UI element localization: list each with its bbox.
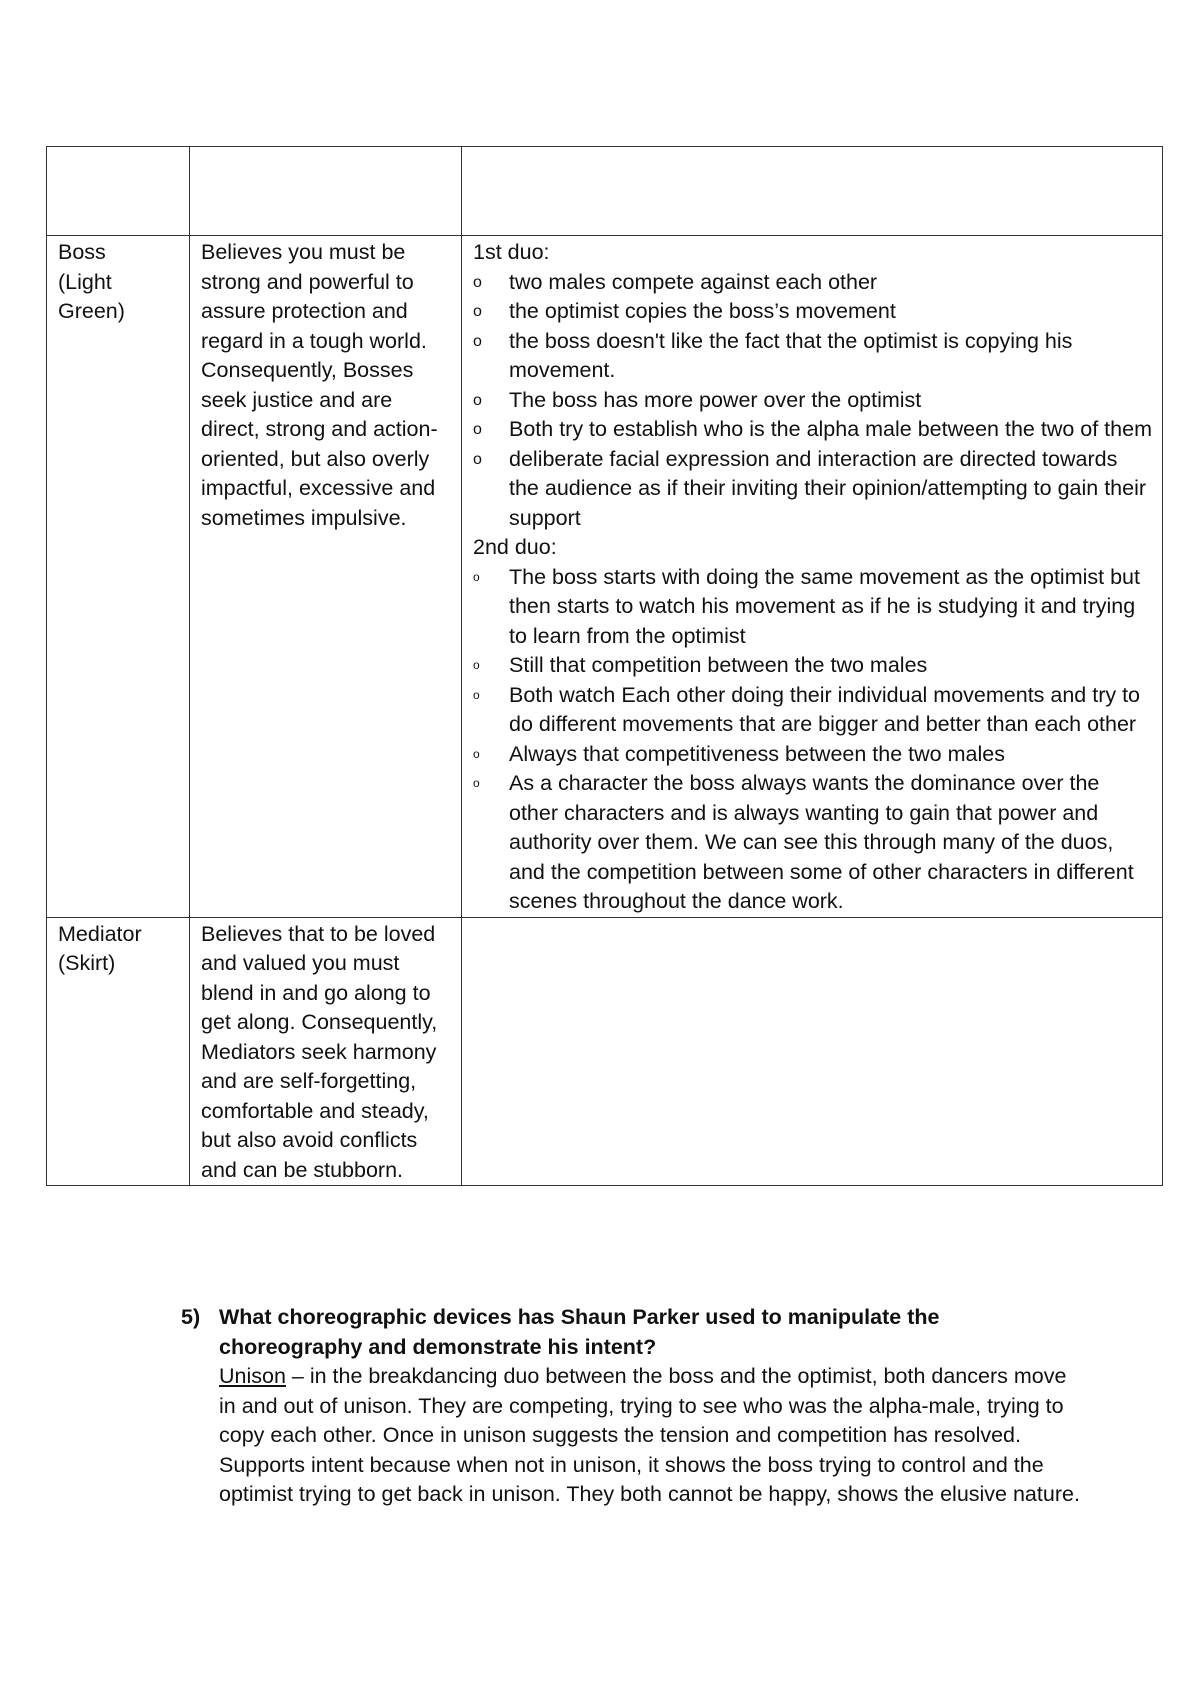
bullet-marker: o [473,746,480,761]
bullet-marker: o [473,273,482,291]
list-item: o The boss has more power over the optimist [473,386,1152,416]
table-row-blank [47,147,1163,236]
list-item: o Both try to establish who is the alpha male between the two of them [473,415,1152,445]
bullet-marker: o [473,450,482,468]
answer-text: – in the breakdancing duo between the boss and the optimist, both dancers move in and out of unison. They are competing, trying to see who was the alpha-male, trying to copy each other. Once in unison suggests the tension and competition has resolved. Supports intent because when not in unison, it shows the boss trying to control and the optimist trying to get back in unison. They both cannot be happy, shows the elusive nature. [219,1364,1080,1506]
list-item: o the boss doesn't like the fact that the optimist is copying his movement. [473,328,1073,382]
list-item: o Always that competitiveness between the two males [473,740,1152,770]
empty-notes-cell [462,917,1163,1186]
table-row-boss [47,236,1163,918]
table-row-mediator [47,917,1163,1186]
bullet-marker: o [473,391,482,409]
duo-heading-1: 1st duo: [473,240,550,264]
bullet-marker: o [473,776,480,790]
duo-notes-cell [462,236,1163,918]
character-description-mediator: Believes that to be loved and valued you must blend in and go along to get along. Consequently, Mediators seek harmony and are self-forgetting, comfortable and steady, but also avoid conflicts and can be stubborn. [190,917,462,1186]
list-item: o As a character the boss always wants the dominance over the other characters and is always wanting to gain that power and authority over them. We can see this through many of the duos, and the competition between some of other characters in different scenes throughout the dance work. [473,771,1134,913]
list-item: o The boss starts with doing the same movement as the optimist but then starts to watch his movement as if he is studying it and trying to learn from the optimist [473,564,1140,648]
bullet-marker: o [473,303,482,320]
bullet-marker: o [473,569,480,584]
question-title: What choreographic devices has Shaun Parker used to manipulate the choreography and demonstrate his intent? [219,1305,940,1359]
duo2-list [473,563,1152,917]
question-5 [181,1303,1081,1510]
character-name-boss [47,236,190,918]
list-item: o two males compete against each other [473,268,1152,298]
answer-term: Unison [219,1364,286,1388]
bullet-marker: o [473,687,480,702]
character-table [46,146,1163,1186]
list-item: o Both watch Each other doing their individual movements and try to do different movements that are bigger and better than each other [473,682,1141,736]
character-description-boss: Believes you must be strong and powerful to assure protection and regard in a tough world. Consequently, Bosses seek justice and are direct, strong and action-oriented, but also overly impactful, excessive and sometimes impulsive. [190,236,462,918]
list-item: o deliberate facial expression and interaction are directed towards the audience as if their inviting their opinion/attempting to gain their support [473,446,1147,530]
table-cell [47,147,190,236]
list-item: o Still that competition between the two males [473,651,1152,681]
table-cell [462,147,1163,236]
bullet-marker: o [473,332,482,350]
table-cell [190,147,462,236]
duo1-list [473,268,1152,534]
list-item: o the optimist copies the boss’s movement [473,297,1152,327]
question-number: 5) [181,1305,201,1329]
character-name-mediator [47,917,190,1186]
duo-heading-2: 2nd duo: [473,535,557,559]
bullet-marker: o [473,421,482,438]
bullet-marker: o [473,658,480,672]
character-name-text: Mediator (Skirt) [58,921,142,975]
question-body [219,1303,1081,1510]
character-name-text: Boss (Light Green) [58,240,125,323]
